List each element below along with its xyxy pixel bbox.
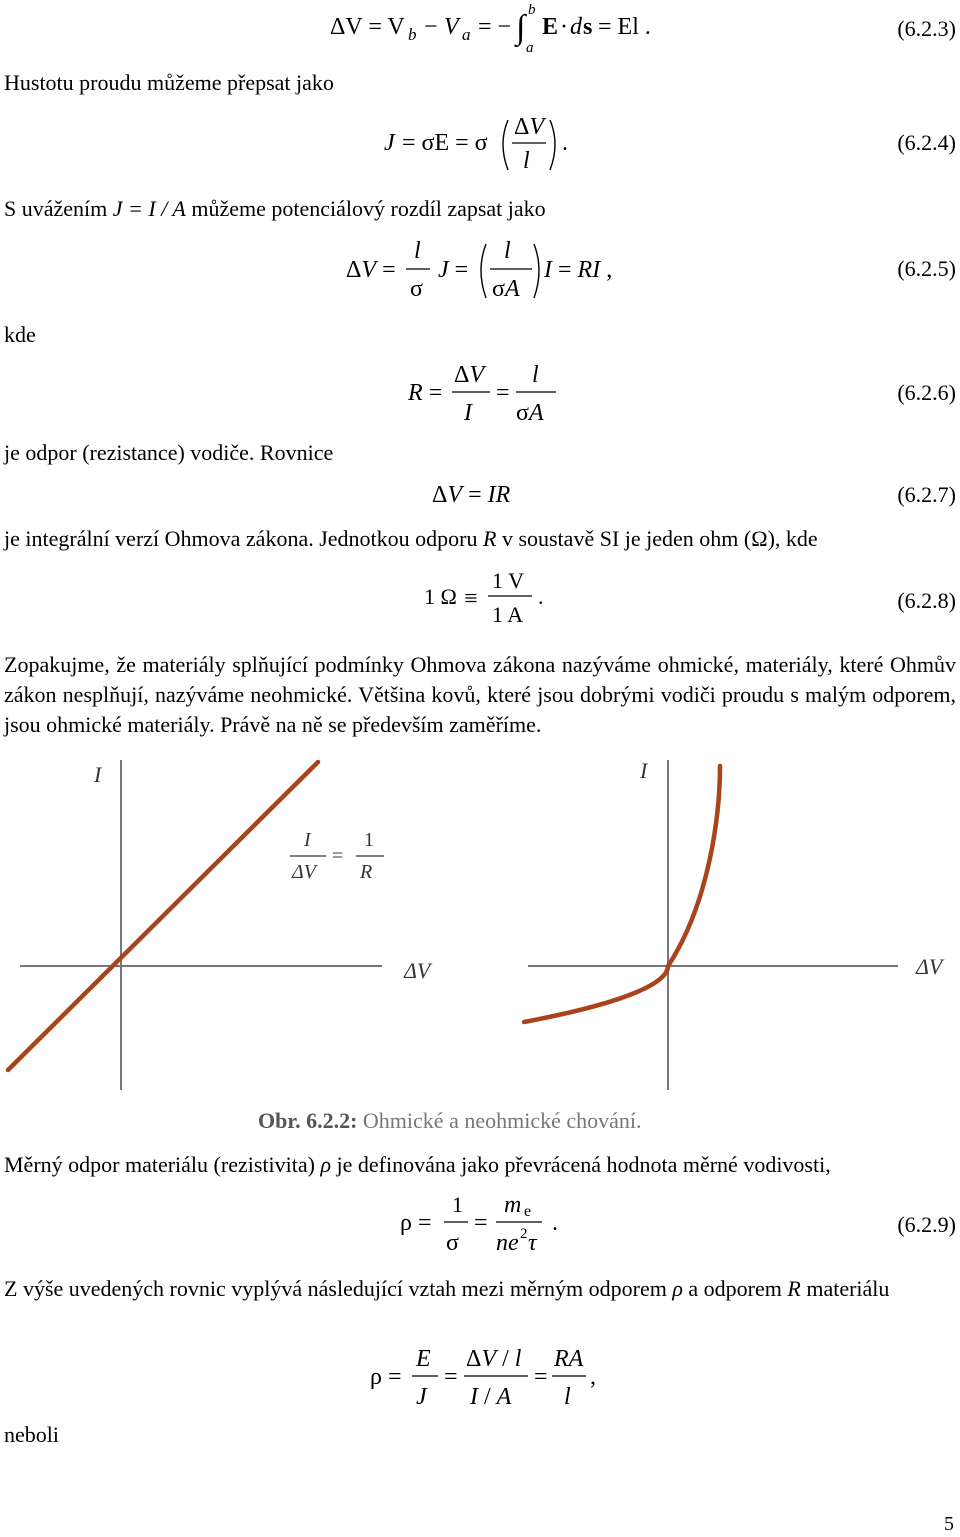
svg-text:= −: = − bbox=[478, 14, 512, 40]
left-graph-y-label: I bbox=[94, 762, 102, 787]
svg-text:= σE = σ: = σE = σ bbox=[402, 130, 488, 156]
text-fragment: materiálu bbox=[806, 1276, 890, 1301]
inline-symbol: ρ bbox=[320, 1152, 332, 1177]
svg-text:σA: σA bbox=[492, 276, 520, 302]
left-graph-x-label: ΔV bbox=[404, 958, 431, 983]
paragraph-kde: kde bbox=[4, 322, 36, 347]
text-fragment: S uvážením bbox=[4, 196, 108, 221]
equation-number: (6.2.5) bbox=[897, 256, 956, 281]
svg-text:=: = bbox=[534, 1364, 548, 1390]
text-fragment: můžeme potenciálový rozdíl zapsat jako bbox=[191, 196, 546, 221]
svg-text:a: a bbox=[526, 40, 534, 56]
equation-number: (6.2.9) bbox=[897, 1212, 956, 1237]
svg-text:1 V: 1 V bbox=[492, 568, 524, 593]
svg-text:l: l bbox=[564, 1384, 571, 1410]
paragraph-integral bbox=[4, 528, 818, 550]
svg-text:J: J bbox=[416, 1384, 427, 1410]
svg-text:,: , bbox=[590, 1364, 596, 1390]
slope-numerator-left: I bbox=[304, 829, 311, 851]
svg-text:l: l bbox=[532, 362, 539, 388]
text-fragment: Měrný odpor materiálu (rezistivita) bbox=[4, 1152, 315, 1177]
svg-text:E: E bbox=[542, 14, 559, 40]
svg-text:2: 2 bbox=[520, 1226, 528, 1242]
figure-caption bbox=[258, 1110, 642, 1132]
svg-text:.: . bbox=[552, 1210, 558, 1236]
svg-text:ΔV: ΔV bbox=[454, 362, 485, 388]
svg-text:I / A: I / A bbox=[470, 1384, 512, 1410]
svg-text:b: b bbox=[408, 25, 417, 44]
equation-number: (6.2.6) bbox=[897, 380, 956, 405]
svg-text:V: V bbox=[444, 14, 459, 40]
text-fragment: v soustavě SI je jeden ohm (Ω), kde bbox=[501, 526, 818, 551]
svg-text:1 A: 1 A bbox=[492, 602, 524, 627]
caption-text: Ohmické a neohmické chování. bbox=[362, 1108, 642, 1133]
equation-6-2-9-formula bbox=[396, 1188, 596, 1268]
slope-denominator-right: R bbox=[360, 861, 373, 883]
equation-number: (6.2.3) bbox=[897, 16, 956, 41]
svg-text:σ: σ bbox=[410, 276, 423, 302]
paragraph-neboli: neboli bbox=[4, 1422, 59, 1447]
equation-number: (6.2.4) bbox=[897, 130, 956, 155]
svg-text:l: l bbox=[414, 238, 421, 264]
svg-text:=: = bbox=[496, 380, 510, 406]
svg-text:l: l bbox=[523, 148, 530, 174]
svg-text:a: a bbox=[462, 25, 471, 44]
svg-text:≡: ≡ bbox=[464, 586, 478, 612]
svg-text:1 Ω: 1 Ω bbox=[424, 584, 457, 609]
slope-denominator-left: ΔV bbox=[292, 861, 316, 883]
svg-text:σ: σ bbox=[446, 1230, 459, 1256]
svg-text:d: d bbox=[570, 14, 582, 40]
slope-equals: = bbox=[332, 845, 344, 867]
svg-text:=: = bbox=[474, 1210, 488, 1236]
svg-text:∫: ∫ bbox=[516, 9, 526, 46]
right-graph-x-label: ΔV bbox=[916, 954, 943, 979]
paragraph-hustotu: Hustotu proudu můžeme přepsat jako bbox=[4, 70, 334, 95]
text-fragment: je definována jako převrácená hodnota měrné vodivosti, bbox=[336, 1152, 831, 1177]
equation-number: (6.2.7) bbox=[897, 482, 956, 507]
equation-rho-formula bbox=[366, 1342, 616, 1422]
svg-text:R =: R = bbox=[408, 380, 443, 406]
text-fragment: je integrální verzí Ohmova zákona. Jednotkou odporu bbox=[4, 526, 478, 551]
svg-text:ΔV / l: ΔV / l bbox=[466, 1346, 522, 1372]
svg-text:e: e bbox=[524, 1203, 532, 1220]
text-fragment: Z výše uvedených rovnic vyplývá následující vztah mezi měrným odporem bbox=[4, 1276, 667, 1301]
nonohmic-curve bbox=[524, 766, 720, 1022]
paragraph-odpor: je odpor (rezistance) vodiče. Rovnice bbox=[4, 440, 334, 465]
equation-number: (6.2.8) bbox=[897, 588, 956, 613]
svg-text:J =: J = bbox=[438, 257, 469, 283]
paragraph-vyse bbox=[4, 1274, 956, 1304]
page-number: 5 bbox=[944, 1513, 954, 1535]
equation-6-2-3-formula bbox=[320, 0, 660, 60]
paragraph-merny bbox=[4, 1154, 831, 1176]
svg-text:1: 1 bbox=[452, 1192, 463, 1217]
svg-text:s: s bbox=[583, 14, 593, 40]
equation-6-2-6-formula bbox=[404, 356, 584, 436]
inline-symbol: ρ bbox=[672, 1276, 683, 1301]
inline-expression: J = I / A bbox=[112, 196, 186, 221]
svg-text:E: E bbox=[416, 1346, 431, 1372]
slope-numerator-right: 1 bbox=[364, 829, 374, 851]
svg-text:−: − bbox=[424, 14, 438, 40]
svg-text:·: · bbox=[560, 14, 568, 40]
equation-6-2-7-formula bbox=[428, 472, 568, 516]
svg-text:ΔV = IR: ΔV = IR bbox=[432, 482, 511, 508]
equation-6-2-8-formula bbox=[420, 564, 560, 634]
svg-text:ρ =: ρ = bbox=[400, 1210, 432, 1236]
svg-text:ΔV: ΔV bbox=[514, 114, 545, 140]
svg-text:τ: τ bbox=[528, 1230, 537, 1256]
text-fragment: a odporem bbox=[688, 1276, 782, 1301]
inline-symbol: R bbox=[482, 526, 497, 551]
paragraph-uvazenim bbox=[4, 198, 546, 220]
svg-text:b: b bbox=[528, 2, 536, 18]
svg-text:= El .: = El . bbox=[598, 14, 651, 40]
figure-graphs bbox=[0, 752, 960, 1102]
right-graph-y-label: I bbox=[640, 758, 648, 783]
inline-symbol: R bbox=[787, 1276, 801, 1301]
equation-6-2-5-formula bbox=[340, 232, 640, 312]
svg-text:ΔV =: ΔV = bbox=[346, 257, 396, 283]
svg-text:I = RI ,: I = RI , bbox=[544, 257, 613, 283]
caption-label: Obr. 6.2.2: bbox=[258, 1108, 358, 1133]
ohmic-line bbox=[8, 762, 318, 1070]
paragraph-zopakujme: Zopakujme, že materiály splňující podmínky Ohmova zákona nazýváme ohmické, materiály, které Ohmův zákon nesplňují, nazýváme neohmické. Většina kovů, které jsou dobrými vodiči proudu s malým odporem, jsou ohmické materiály. Právě na ně se především zaměříme. bbox=[4, 652, 956, 737]
svg-text:.: . bbox=[538, 584, 544, 609]
svg-text:ne: ne bbox=[496, 1230, 519, 1256]
svg-text:m: m bbox=[504, 1192, 522, 1218]
svg-text:l: l bbox=[504, 238, 511, 264]
svg-text:=: = bbox=[444, 1364, 458, 1390]
svg-text:σA: σA bbox=[516, 400, 544, 426]
svg-text:I: I bbox=[464, 400, 472, 426]
svg-text:ρ =: ρ = bbox=[370, 1364, 402, 1390]
svg-text:.: . bbox=[562, 130, 568, 156]
svg-text:J: J bbox=[384, 130, 395, 156]
svg-text:RA: RA bbox=[554, 1346, 584, 1372]
svg-text:ΔV = V: ΔV = V bbox=[330, 14, 405, 40]
equation-6-2-4-formula bbox=[380, 108, 600, 178]
